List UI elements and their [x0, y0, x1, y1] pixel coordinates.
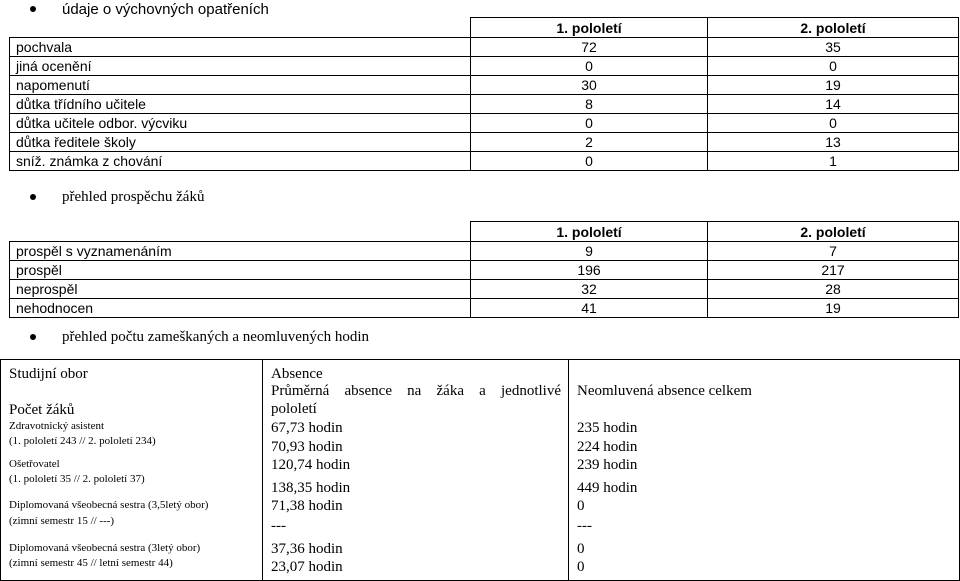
table-row	[10, 38, 959, 57]
row-label: důtka ředitele školy	[10, 133, 471, 152]
row-absence-1: 67,73 hodin	[271, 420, 343, 436]
row-neomluvena-2: ---	[577, 518, 592, 534]
row-label: napomenutí	[10, 76, 471, 95]
row-obor-name: Diplomovaná všeobecná sestra (3,5letý obor)	[9, 499, 209, 511]
row-obor-name: Ošetřovatel	[9, 458, 60, 470]
header-neomluvena-absence: Neomluvená absence celkem	[577, 383, 752, 399]
cell-value: 0	[708, 57, 959, 76]
row-pocet-zaku: (zimní semestr 45 // letní semestr 44)	[9, 557, 173, 569]
cell-value: 9	[471, 242, 708, 261]
row-absence-2: 70,93 hodin	[271, 439, 343, 455]
row-absence-1: 71,38 hodin	[271, 498, 343, 514]
cell-value: 1	[708, 152, 959, 171]
table-vychovna-opatreni	[9, 17, 959, 171]
bullet-icon	[30, 334, 36, 340]
row-absence-2: 23,07 hodin	[271, 559, 343, 575]
row-pocet-zaku: (1. pololetí 243 // 2. pololetí 234)	[9, 435, 156, 447]
row-neomluvena-1: 235 hodin	[577, 420, 638, 436]
bullet-zameskane-hodiny	[30, 327, 369, 347]
header-pololeti: pololetí	[271, 401, 317, 417]
row-neomluvena-1: 0	[577, 541, 585, 557]
table-row	[10, 261, 959, 280]
bullet-prehled-prospechu	[30, 187, 204, 207]
cell-value: 0	[471, 152, 708, 171]
cell-value: 217	[708, 261, 959, 280]
table-row	[10, 133, 959, 152]
header-prumerna-absence: Průměrná absence na žáka a jednotlivé	[271, 383, 561, 399]
row-neomluvena-1: 0	[577, 498, 585, 514]
row-label: prospěl	[10, 261, 471, 280]
row-label: důtka třídního učitele	[10, 95, 471, 114]
cell-value: 72	[471, 38, 708, 57]
row-label: sníž. známka z chování	[10, 152, 471, 171]
row-label: neprospěl	[10, 280, 471, 299]
row-obor-name: Zdravotnický asistent	[9, 420, 105, 432]
row-label: prospěl s vyznamenáním	[10, 242, 471, 261]
table-row	[10, 76, 959, 95]
column-header: 2. pololetí	[708, 222, 959, 242]
table-absence	[0, 359, 960, 581]
cell-value: 0	[471, 57, 708, 76]
table-row	[10, 280, 959, 299]
row-neomluvena-2: 0	[577, 559, 585, 575]
row-label: pochvala	[10, 38, 471, 57]
row-pocet-zaku: (1. pololetí 35 // 2. pololetí 37)	[9, 473, 145, 485]
table-row	[10, 57, 959, 76]
row-label: nehodnocen	[10, 299, 471, 318]
table-prospech	[9, 221, 959, 318]
cell-value: 19	[708, 299, 959, 318]
cell-value: 19	[708, 76, 959, 95]
header-absence: Absence	[271, 366, 323, 382]
cell-value: 32	[471, 280, 708, 299]
table-row	[10, 242, 959, 261]
bullet-icon	[30, 6, 36, 12]
cell-value: 28	[708, 280, 959, 299]
cell-value: 7	[708, 242, 959, 261]
row-absence-1: 120,74 hodin	[271, 457, 351, 473]
row-neomluvena-2: 224 hodin	[577, 439, 638, 455]
row-absence-1: 37,36 hodin	[271, 541, 343, 557]
row-absence-2: 138,35 hodin	[271, 480, 351, 496]
cell-value: 0	[471, 114, 708, 133]
row-label: důtka učitele odbor. výcviku	[10, 114, 471, 133]
table-row	[10, 95, 959, 114]
row-pocet-zaku: (zimní semestr 15 // ---)	[9, 515, 115, 527]
column-header: 1. pololetí	[471, 222, 708, 242]
row-label: jiná ocenění	[10, 57, 471, 76]
header-pocet-zaku: Počet žáků	[9, 402, 75, 418]
row-obor-name: Diplomovaná všeobecná sestra (3letý obor)	[9, 542, 201, 554]
cell-value: 14	[708, 95, 959, 114]
cell-value: 41	[471, 299, 708, 318]
row-neomluvena-1: 239 hodin	[577, 457, 638, 473]
cell-value: 2	[471, 133, 708, 152]
section-title: údaje o výchovných opatřeních	[62, 0, 269, 18]
cell-value: 0	[708, 114, 959, 133]
section-title: přehled prospěchu žáků	[62, 188, 205, 205]
row-absence-2: ---	[271, 518, 286, 534]
cell-value: 30	[471, 76, 708, 95]
column-header: 2. pololetí	[708, 18, 959, 38]
header-studijni-obor: Studijní obor	[9, 366, 88, 382]
row-neomluvena-2: 449 hodin	[577, 480, 638, 496]
cell-value: 13	[708, 133, 959, 152]
cell-value: 35	[708, 38, 959, 57]
table-row	[10, 152, 959, 171]
table-row	[10, 114, 959, 133]
column-header: 1. pololetí	[471, 18, 708, 38]
bullet-icon	[30, 194, 36, 200]
cell-value: 8	[471, 95, 708, 114]
table-row	[10, 299, 959, 318]
section-title: přehled počtu zameškaných a neomluvených hodin	[62, 328, 369, 345]
cell-value: 196	[471, 261, 708, 280]
